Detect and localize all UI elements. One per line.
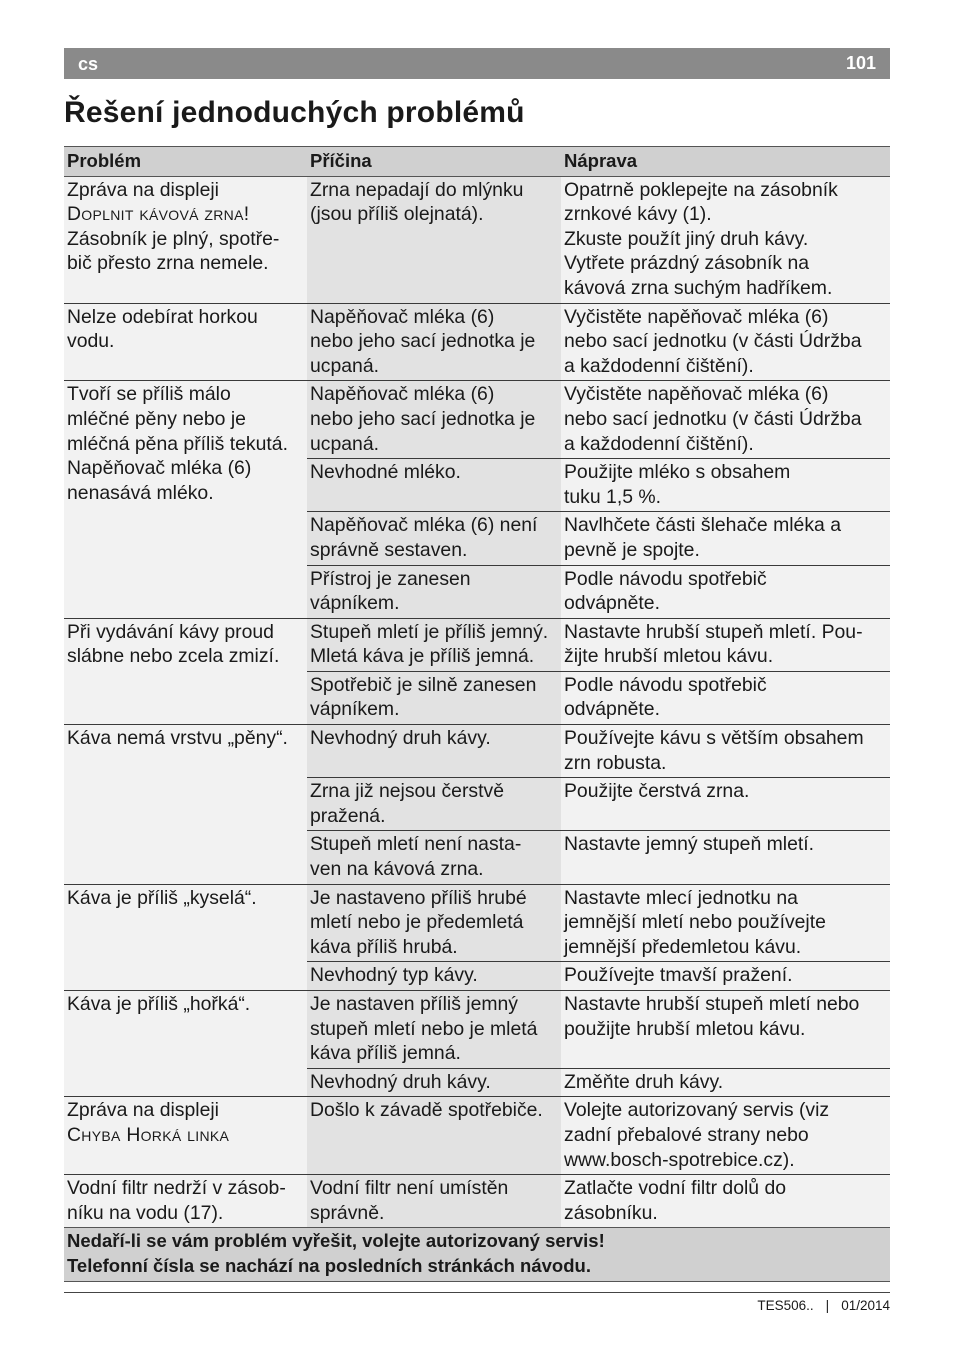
problem-line: mléčné pěny nebo je [67, 407, 246, 430]
cause-line: Napěňovač mléka (6) [310, 383, 495, 406]
cause-line: Přístroj je zanesen [310, 567, 471, 590]
footer-separator: | [825, 1298, 830, 1313]
page-header-bar [64, 48, 890, 79]
cause-line: Došlo k závadě spotřebiče. [310, 1099, 543, 1122]
problem-cell [64, 991, 307, 1097]
remedy-line: kávová zrna suchým hadříkem. [564, 276, 833, 299]
remedy-line: Používejte tmavší pražení. [564, 964, 793, 987]
problem-line: Zpráva na displeji [67, 1099, 219, 1122]
remedy-cell [561, 565, 890, 618]
remedy-cell [561, 1175, 890, 1228]
column-header-problem: Problém [64, 147, 307, 177]
problem-group [64, 1175, 890, 1228]
table-row [64, 1175, 890, 1228]
problem-group [64, 884, 890, 990]
remedy-line: a každodenní čištění). [564, 354, 754, 377]
cause-line: Je nastaven příliš jemný [310, 993, 519, 1015]
problem-line: Káva je příliš „kyselá“. [67, 886, 257, 909]
remedy-line: žijte hrubší mletou kávu. [564, 645, 774, 668]
problem-cell [64, 618, 307, 724]
problem-line: Zpráva na displeji [67, 178, 219, 201]
problem-group [64, 1097, 890, 1175]
problem-cell [64, 1175, 307, 1228]
problem-group [64, 991, 890, 1097]
problem-line: Nelze odebírat horkou [67, 305, 258, 328]
problem-group [64, 725, 890, 885]
problem-line: Zásobník je plný, spotře- [67, 227, 280, 250]
remedy-line: nebo sací jednotku (v části Údržba [564, 407, 862, 430]
remedy-line: zásobníku. [564, 1201, 658, 1224]
cause-line: Stupeň mletí je příliš jemný. [310, 620, 549, 643]
remedy-cell [561, 991, 890, 1069]
remedy-line: zrnkové kávy (1). [564, 203, 712, 226]
cause-cell [307, 884, 561, 962]
display-message: Chyba Horká linka [67, 1123, 230, 1146]
edition-date: 01/2014 [841, 1298, 890, 1313]
remedy-line: a každodenní čištění). [564, 432, 754, 455]
cause-line: ucpaná. [310, 432, 380, 455]
remedy-line: Změňte druh kávy. [564, 1070, 724, 1093]
remedy-line: Zatlačte vodní filtr dolů do [564, 1177, 787, 1200]
service-note-row [64, 1228, 890, 1281]
column-header-remedy: Náprava [561, 147, 890, 177]
remedy-line: Nastavte hrubší stupeň mletí nebo [564, 993, 860, 1015]
remedy-cell [561, 962, 890, 991]
cause-line: nebo jeho sací jednotka je [310, 407, 536, 430]
problem-cell [64, 303, 307, 381]
cause-cell [307, 459, 561, 512]
problem-group [64, 303, 890, 381]
table-row [64, 1097, 890, 1175]
cause-cell [307, 512, 561, 565]
cause-cell [307, 303, 561, 381]
table-row [64, 618, 890, 671]
remedy-line: Nastavte mlecí jednotku na [564, 886, 798, 909]
cause-line: Vodní filtr není umístěn [310, 1177, 509, 1200]
page-title: Řešení jednoduchých problémů [64, 96, 525, 129]
problem-cell [64, 176, 307, 303]
page-footer [757, 1298, 890, 1313]
problem-line: Vodní filtr nedrží v zásob- [67, 1177, 286, 1200]
cause-line: Spotřebič je silně zanesen [310, 673, 537, 696]
problem-group [64, 618, 890, 724]
cause-line: Je nastaveno příliš hrubé [310, 886, 527, 909]
table-row [64, 725, 890, 778]
remedy-line: zrn robusta. [564, 751, 667, 774]
cause-cell [307, 778, 561, 831]
remedy-cell [561, 671, 890, 724]
remedy-cell [561, 725, 890, 778]
remedy-cell [561, 381, 890, 459]
cause-line: Nevhodný druh kávy. [310, 1070, 491, 1093]
remedy-line: Nastavte hrubší stupeň mletí. Pou- [564, 620, 863, 643]
remedy-cell [561, 512, 890, 565]
remedy-line: Vyčistěte napěňovač mléka (6) [564, 383, 829, 406]
remedy-line: Podle návodu spotřebič [564, 673, 767, 696]
cause-line: vápníkem. [310, 698, 400, 721]
problem-group [64, 381, 890, 618]
remedy-cell [561, 1068, 890, 1097]
cause-line: správně sestaven. [310, 538, 468, 561]
cause-line: Napěňovač mléka (6) [310, 305, 495, 328]
cause-line: Nevhodné mléko. [310, 461, 461, 484]
cause-line: stupeň mletí nebo je mletá [310, 1017, 538, 1040]
cause-line: Mletá káva je příliš jemná. [310, 645, 535, 668]
cause-line: nebo jeho sací jednotka je [310, 330, 536, 353]
problem-group [64, 176, 890, 303]
remedy-line: Podle návodu spotřebič [564, 567, 767, 590]
service-note [64, 1228, 890, 1281]
remedy-line: www.bosch-spotrebice.cz). [564, 1148, 795, 1171]
remedy-cell [561, 778, 890, 831]
remedy-line: Vyčistěte napěňovač mléka (6) [564, 305, 829, 328]
cause-line: káva příliš hrubá. [310, 935, 458, 958]
remedy-line: Opatrně poklepejte na zásobník [564, 178, 838, 201]
problem-cell [64, 1097, 307, 1175]
problem-line: Káva je příliš „hořká“. [67, 993, 251, 1015]
problem-line: mléčná pěna příliš tekutá. [67, 432, 288, 455]
remedy-cell [561, 176, 890, 303]
problem-line: Káva nemá vrstvu „pěny“. [67, 727, 288, 750]
cause-cell [307, 671, 561, 724]
cause-line: Nevhodný druh kávy. [310, 727, 491, 750]
cause-line: Nevhodný typ kávy. [310, 964, 478, 987]
cause-line: pražená. [310, 804, 386, 827]
problem-cell [64, 884, 307, 990]
remedy-cell [561, 884, 890, 962]
cause-line: správně. [310, 1201, 385, 1224]
remedy-cell [561, 618, 890, 671]
cause-line: (jsou příliš olejnatá). [310, 203, 484, 226]
table-row [64, 176, 890, 303]
remedy-cell [561, 1097, 890, 1175]
problem-cell [64, 725, 307, 885]
remedy-line: zadní přebalové strany nebo [564, 1123, 809, 1146]
cause-line: vápníkem. [310, 592, 400, 615]
cause-line: káva příliš jemná. [310, 1042, 461, 1065]
cause-line: mletí nebo je předemletá [310, 911, 524, 934]
cause-cell [307, 831, 561, 884]
cause-cell [307, 381, 561, 459]
remedy-cell [561, 831, 890, 884]
remedy-line: Volejte autorizovaný servis (viz [564, 1099, 830, 1122]
service-note-line: Telefonní čísla se nachází na posledních stránkách návodu. [67, 1254, 591, 1276]
remedy-line: odvápněte. [564, 592, 660, 615]
remedy-line: nebo sací jednotku (v části Údržba [564, 330, 862, 353]
problem-cell [64, 381, 307, 618]
table-row [64, 991, 890, 1069]
cause-cell [307, 1175, 561, 1228]
table-row [64, 884, 890, 962]
remedy-line: Zkuste použít jiný druh kávy. [564, 227, 809, 250]
remedy-cell [561, 459, 890, 512]
cause-cell [307, 991, 561, 1069]
display-message: Doplnit kávová zrna! [67, 203, 250, 226]
remedy-line: Použijte mléko s obsahem [564, 461, 791, 484]
language-code: cs [78, 54, 99, 74]
troubleshooting-table [64, 146, 890, 1282]
problem-line: slábne nebo zcela zmizí. [67, 645, 280, 668]
problem-line: níku na vodu (17). [67, 1201, 224, 1224]
remedy-line: Použijte čerstvá zrna. [564, 780, 750, 803]
column-header-cause: Příčina [307, 147, 561, 177]
cause-line: Zrna již nejsou čerstvě [310, 780, 504, 803]
problem-line: Napěňovač mléka (6) [67, 457, 252, 480]
remedy-line: použijte hrubší mletou kávu. [564, 1017, 806, 1040]
cause-line: ucpaná. [310, 354, 380, 377]
table-row [64, 381, 890, 459]
cause-cell [307, 725, 561, 778]
remedy-line: jemnější předemletou kávu. [564, 935, 802, 958]
cause-line: ven na kávová zrna. [310, 858, 484, 881]
remedy-line: tuku 1,5 %. [564, 485, 662, 508]
remedy-line: Nastavte jemný stupeň mletí. [564, 833, 815, 856]
cause-cell [307, 618, 561, 671]
remedy-line: Navlhčete části šlehače mléka a [564, 514, 841, 537]
page-number: 101 [845, 53, 876, 73]
remedy-cell [561, 303, 890, 381]
cause-line: Stupeň mletí není nasta- [310, 833, 522, 856]
remedy-line: Používejte kávu s větším obsahem [564, 727, 864, 750]
remedy-line: pevně je spojte. [564, 538, 700, 561]
problem-line: nenasává mléko. [67, 481, 214, 504]
service-note-line: Nedaří-li se vám problém vyřešit, volejte autorizovaný servis! [67, 1230, 605, 1252]
model-number: TES506.. [757, 1298, 814, 1313]
cause-cell [307, 962, 561, 991]
cause-cell [307, 176, 561, 303]
problem-line: vodu. [67, 330, 115, 353]
problem-line: Tvoří se příliš málo [67, 383, 231, 406]
cause-line: Napěňovač mléka (6) není [310, 514, 538, 537]
cause-cell [307, 1097, 561, 1175]
cause-line: Zrna nepadají do mlýnku [310, 178, 524, 201]
problem-line: bič přesto zrna nemele. [67, 252, 269, 275]
problem-line: Při vydávání kávy proud [67, 620, 274, 643]
remedy-line: Vytřete prázdný zásobník na [564, 252, 810, 275]
cause-cell [307, 1068, 561, 1097]
footer-rule [64, 1292, 890, 1293]
remedy-line: jemnější mletí nebo používejte [564, 911, 826, 934]
table-row [64, 303, 890, 381]
cause-cell [307, 565, 561, 618]
remedy-line: odvápněte. [564, 698, 660, 721]
table-header-row [64, 147, 890, 177]
